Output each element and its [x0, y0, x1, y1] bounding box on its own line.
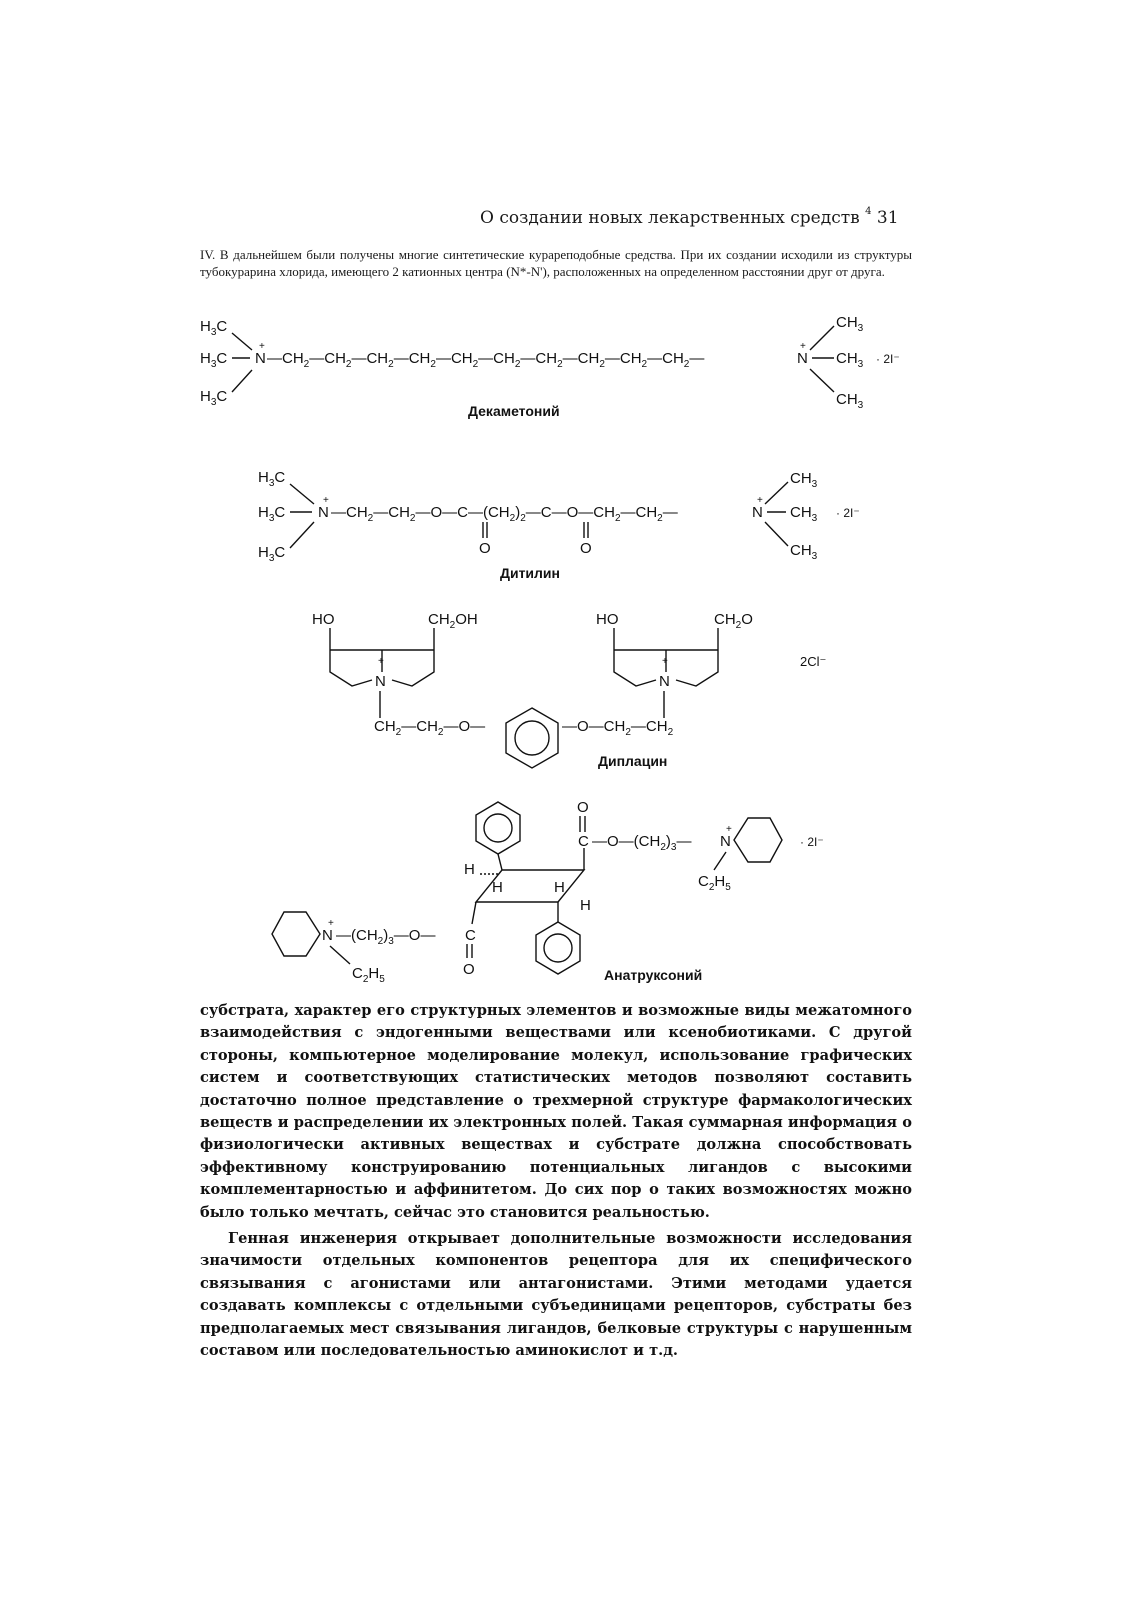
- svg-text:H3C: $H_3C$: [258, 504, 286, 524]
- dithylin-structure: [258, 469, 860, 581]
- svg-text:H: H: [464, 861, 475, 878]
- anatruxonium-counterion: · 2I⁻: [800, 835, 824, 849]
- svg-text:O: O: [580, 540, 592, 557]
- svg-text:C: C: [578, 833, 589, 850]
- svg-text:—CH2—CH2—O—C—(CH2)2—C—O—CH2—CH: $—CH_2—CH_2—O—C—(CH_2)_2—C—O—CH_2—CH_2—$: [331, 504, 678, 524]
- svg-text:N: N: [375, 673, 386, 690]
- svg-text:O: O: [463, 961, 475, 978]
- svg-text:+: +: [726, 824, 732, 835]
- svg-text:H: H: [492, 879, 503, 896]
- svg-text:CH2O: $CH_2O$: [714, 611, 753, 631]
- svg-text:N: N: [255, 350, 266, 367]
- diplacin-counterion: 2Cl⁻: [800, 654, 827, 669]
- svg-text:N: N: [318, 504, 329, 521]
- svg-text:C: C: [465, 927, 476, 944]
- svg-text:CH3: $CH_3$: [836, 391, 864, 411]
- body-paragraph-2: Генная инженерия открывает дополнительные возможности исследования значимости отдельных компонентов рецептора для их специфического связывания с агонистами или антагонистами. Этими методами удается создавать комплексы с отдельными субъединицами рецепторов, субстраты без предполагаемых мест связывания лигандов, белковые структуры с нарушенным составом или последовательностью аминокислот и т.д.: [200, 1230, 912, 1360]
- svg-text:CH3: $CH_3$: [836, 350, 864, 370]
- svg-text:N: N: [752, 504, 763, 521]
- page-number: 31: [876, 208, 899, 228]
- decamethonium-label: Декаметоний: [468, 403, 560, 419]
- svg-text:O: O: [479, 540, 491, 557]
- svg-text:+: +: [259, 341, 265, 352]
- svg-text:+: +: [662, 656, 668, 667]
- svg-text:CH3: $CH_3$: [790, 470, 818, 490]
- svg-text:H3C: $H_3C$: [200, 350, 228, 370]
- svg-text:C2H5: $C_2H_5$: [352, 965, 385, 985]
- diplacin-structure: [312, 611, 826, 769]
- svg-text:C2H5: $C_2H_5$: [698, 873, 731, 893]
- decamethonium-counterion: · 2I⁻: [876, 352, 900, 366]
- svg-text:N: N: [659, 673, 670, 690]
- svg-text:—O—(CH2)3—: $—O—(CH_2)_3—$: [592, 833, 692, 853]
- svg-text:+: +: [378, 656, 384, 667]
- svg-text:CH3: $CH_3$: [836, 314, 864, 334]
- intro-note: IV. В дальнейшем были получены многие синтетические курареподобные средства. При их создании исходили из структуры тубокурарина хлорида, имеющего 2 катионных центра (N*-N'), расположенных на определенном расстоянии друг от друга.: [200, 247, 912, 279]
- svg-text:N: N: [720, 833, 731, 850]
- svg-text:—(CH2)3—O—: $—(CH_2)_3—O—$: [336, 927, 436, 947]
- dithylin-counterion: · 2I⁻: [836, 506, 860, 520]
- svg-text:+: +: [757, 495, 763, 506]
- svg-text:H: H: [554, 879, 565, 896]
- svg-text:H3C: $H_3C$: [258, 544, 286, 564]
- body-text: [200, 1000, 912, 1363]
- anatruxonium-structure: [272, 799, 824, 985]
- svg-text:N: N: [322, 927, 333, 944]
- svg-text:O: O: [577, 799, 589, 816]
- running-head-title: О создании новых лекарственных средств: [480, 208, 860, 228]
- svg-text:+: +: [800, 341, 806, 352]
- svg-text:HO: HO: [596, 611, 619, 628]
- dithylin-label: Дитилин: [500, 565, 560, 581]
- svg-text:HO: HO: [312, 611, 335, 628]
- svg-text:—O—CH2—CH2: $—O—CH_2—CH_2$: [562, 718, 674, 738]
- svg-text:H3C: $H_3C$: [200, 388, 228, 408]
- svg-text:N: N: [797, 350, 808, 367]
- svg-text:H3C: $H_3C$: [200, 318, 228, 338]
- svg-text:H: H: [580, 897, 591, 914]
- svg-text:H3C: $H_3C$: [258, 469, 286, 489]
- svg-text:+: +: [328, 918, 334, 929]
- body-paragraph-1: субстрата, характер его структурных элементов и возможные виды межатомного взаимодействия с эндогенными веществами или ксенобиотиками. С другой стороны, компьютерное моделирование молекул, использование графических систем и соответствующих статистических методов позволяют составить достаточно полное представление о трехмерной структуре фармакологических веществ и распределении их электронных полей. Такая суммарная информация о физиологически активных веществах и субстрате должна способствовать эффективному конструированию потенциальных лигандов с высокими комплементарностью и аффинитетом. До сих пор о таких возможностях можно было только мечтать, сейчас это становится реальностью.: [200, 1002, 912, 1221]
- svg-text:CH2OH: $CH_2OH$: [428, 611, 478, 631]
- decamethonium-structure: [200, 314, 900, 419]
- diplacin-label: Диплацин: [598, 753, 668, 769]
- svg-text:—CH2—CH2—CH2—CH2—CH2—CH2—CH2—C: $—CH_2—CH_2—CH_2—CH_2—CH_2—CH_2—CH_2—CH_2—CH_2—CH_2—$: [267, 350, 705, 370]
- anatruxonium-label: Анатруксоний: [604, 967, 703, 983]
- svg-text:CH3: $CH_3$: [790, 542, 818, 562]
- running-head-marker: 4: [865, 206, 872, 218]
- svg-text:+: +: [323, 495, 329, 506]
- svg-text:CH2—CH2—O—: $CH_2—CH_2—O—$: [374, 718, 486, 738]
- svg-text:CH3: $CH_3$: [790, 504, 818, 524]
